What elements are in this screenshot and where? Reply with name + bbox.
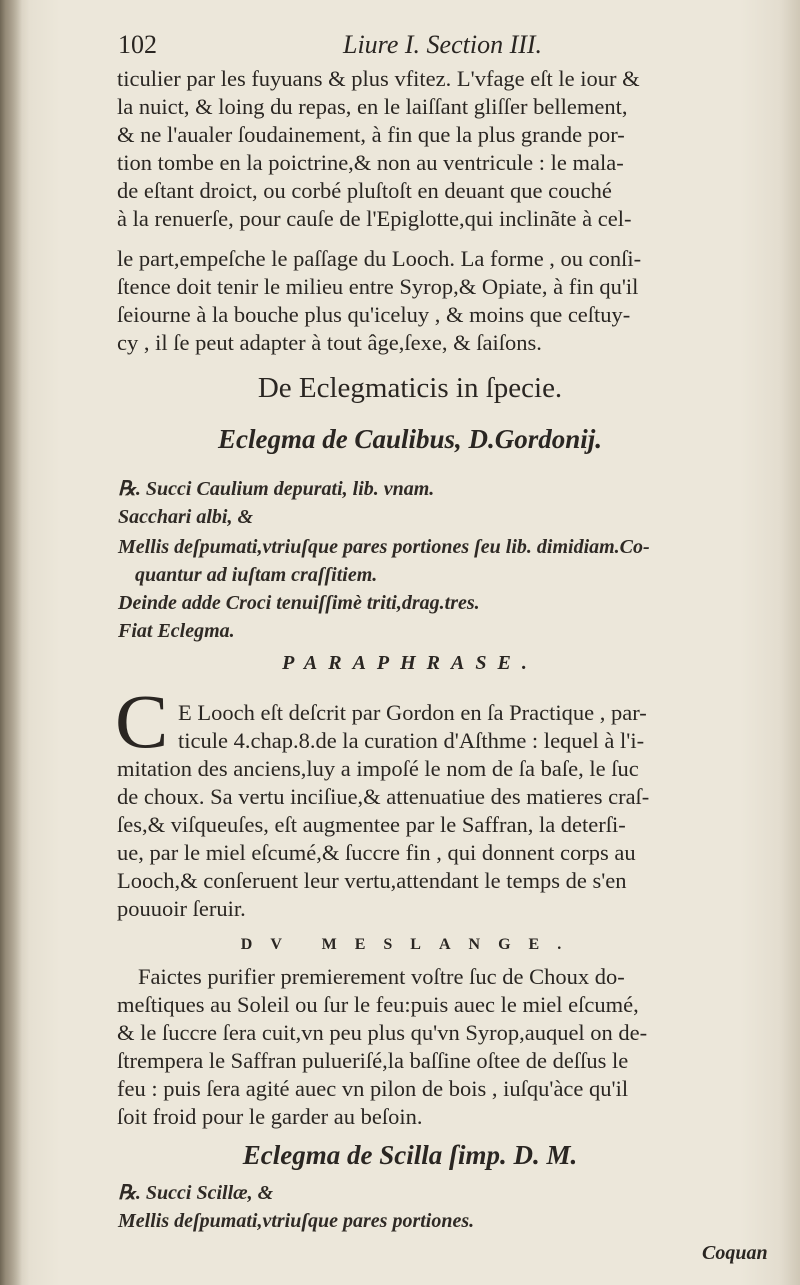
text-line: ſtrempera le Saffran pulueriſé,la baſſine oſtee de deſſus le	[117, 1048, 629, 1073]
recipe-title: Eclegma de Scilla ſimp. D. M.	[242, 1140, 578, 1170]
text-line: mitation des anciens,luy a impoſé le nom de ſa baſe, le ſuc	[117, 756, 639, 781]
text-line: ſtence doit tenir le milieu entre Syrop,& Opiate, à fin qu'il	[117, 274, 639, 299]
recipe-line: Deinde adde Croci tenuiſſimè triti,drag.tres.	[118, 592, 480, 614]
text-line: à la renuerſe, pour cauſe de l'Epiglotte,qui inclinãte à cel-	[117, 206, 632, 231]
recipe-line: Fiat Eclegma.	[118, 620, 235, 642]
text-line: ſeiourne à la bouche plus qu'iceluy , & moins que ceſtuy-	[117, 302, 631, 327]
text-line: de eſtant droict, ou corbé pluſtoſt en deuant que couché	[117, 178, 612, 203]
recipe-line: Sacchari albi, &	[118, 506, 254, 528]
text-line: de choux. Sa vertu inciſiue,& attenuatiue des matieres craſ-	[117, 784, 650, 809]
text-line: feu : puis ſera agité auec vn pilon de bois , iuſqu'àce qu'il	[117, 1076, 629, 1101]
text-line: tion tombe en la poictrine,& non au ventricule : le mala-	[117, 150, 624, 175]
text-line: cy , il ſe peut adapter à tout âge,ſexe, & ſaiſons.	[117, 330, 542, 355]
running-head	[118, 30, 638, 70]
section-heading: De Eclegmaticis in ſpecie.	[257, 372, 563, 404]
text-line: & ne l'aualer ſoudainement, à fin que la plus grande por-	[117, 122, 625, 147]
text-line: la nuict, & loing du repas, en le laiſſant gliſſer bellement,	[117, 94, 628, 119]
running-title: Liure I. Section III.	[343, 30, 543, 59]
text-line: ue, par le miel eſcumé,& ſuccre fin , qui donnent corps au	[117, 840, 636, 865]
catchword: Coquan	[702, 1242, 768, 1264]
text-line: le part,empeſche le paſſage du Looch. La forme , ou conſi-	[117, 246, 642, 271]
recipe-line: quantur ad iuſtam craſſitiem.	[135, 564, 378, 586]
text-line: Faictes purifier premierement voſtre ſuc de Choux do-	[138, 964, 625, 989]
drop-cap: C	[115, 681, 169, 765]
text-line: meſtiques au Soleil ou ſur le feu:puis auec le miel eſcumé,	[117, 992, 639, 1017]
recipe-line: ℞. Succi Scillæ, &	[118, 1182, 274, 1204]
text-line: ſoit froid pour le garder au beſoin.	[117, 1104, 423, 1129]
text-line: & le ſuccre ſera cuit,vn peu plus qu'vn Syrop,auquel on de-	[117, 1020, 648, 1045]
recipe-line: ℞. Succi Caulium depurati, lib. vnam.	[118, 478, 435, 500]
paraphrase-heading: PARAPHRASE.	[282, 652, 538, 674]
page-number: 102	[118, 30, 157, 59]
recipe-line: Mellis deſpumati,vtriuſque pares portiones.	[118, 1210, 475, 1232]
recipe-title: Eclegma de Caulibus, D.Gordonij.	[217, 424, 603, 454]
page-gutter-shadow	[0, 0, 22, 1285]
text-line: ſes,& viſqueuſes, eſt augmentee par le Saffran, la deterſi-	[117, 812, 626, 837]
text-line: E Looch eſt deſcrit par Gordon en ſa Practique , par-	[178, 700, 647, 725]
text-line: pouuoir ſeruir.	[117, 896, 246, 921]
melange-heading: DV MESLANGE.	[240, 936, 580, 953]
text-line: ticule 4.chap.8.de la curation d'Aſthme : lequel à l'i-	[178, 728, 645, 753]
text-line: Looch,& conſeruent leur vertu,attendant le temps de s'en	[117, 868, 627, 893]
text-line: ticulier par les fuyuans & plus vfitez. L'vfage eſt le iour &	[117, 66, 640, 91]
recipe-line: Mellis deſpumati,vtriuſque pares portiones ſeu lib. dimidiam.Co-	[118, 536, 650, 558]
